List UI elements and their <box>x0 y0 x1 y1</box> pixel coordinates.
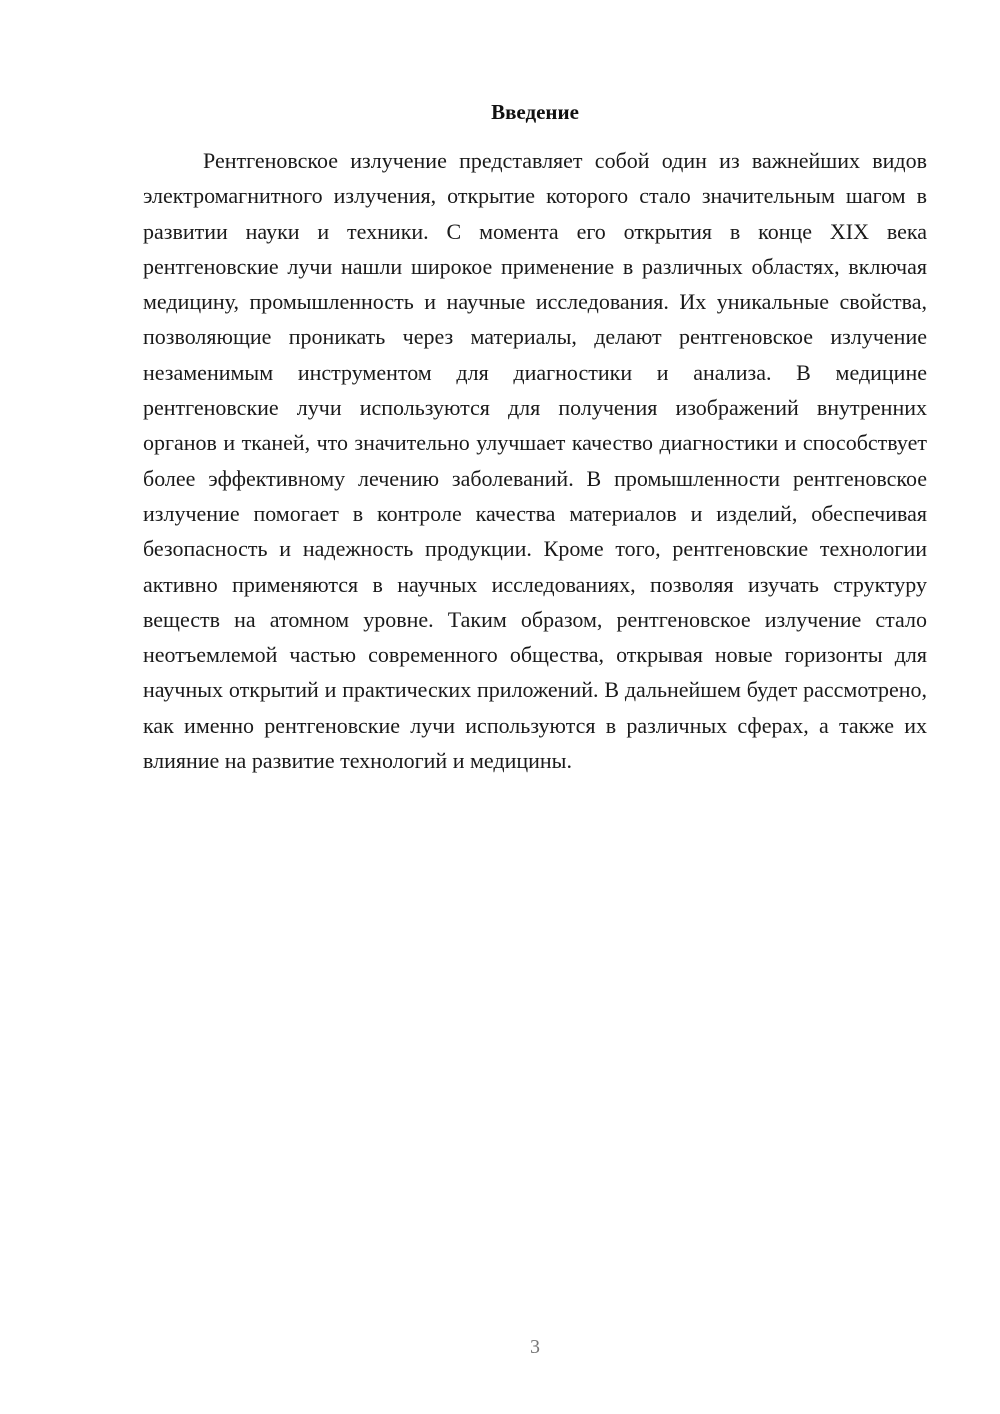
section-title: Введение <box>491 100 579 124</box>
page-number: 3 <box>530 1336 540 1358</box>
body-paragraph: Рентгеновское излучение представляет собой один из важнейших видов электромагнитного излучения, открытие которого стало значительным шагом в развитии науки и техники. С момента его открытия в конце XIX века рентгеновские лучи нашли широкое применение в различных областях, включая медицину, промышленность и научные исследования. Их уникальные свойства, позволяющие проникать через материалы, делают рентгеновское излучение незаменимым инструментом для диагностики и анализа. В медицине рентгеновские лучи используются для получения изображений внутренних органов и тканей, что значительно улучшает качество диагностики и способствует более эффективному лечению заболеваний. В промышленности рентгеновское излучение помогает в контроле качества материалов и изделий, обеспечивая безопасность и надежность продукции. Кроме того, рентгеновские технологии активно применяются в научных исследованиях, позволяя изучать структуру веществ на атомном уровне. Таким образом, рентгеновское излучение стало неотъемлемой частью современного общества, открывая новые горизонты для научных открытий и практических приложений. В дальнейшем будет рассмотрено, как именно рентгеновские лучи используются в различных сферах, а также их влияние на развитие технологий и медицины. <box>143 148 927 774</box>
